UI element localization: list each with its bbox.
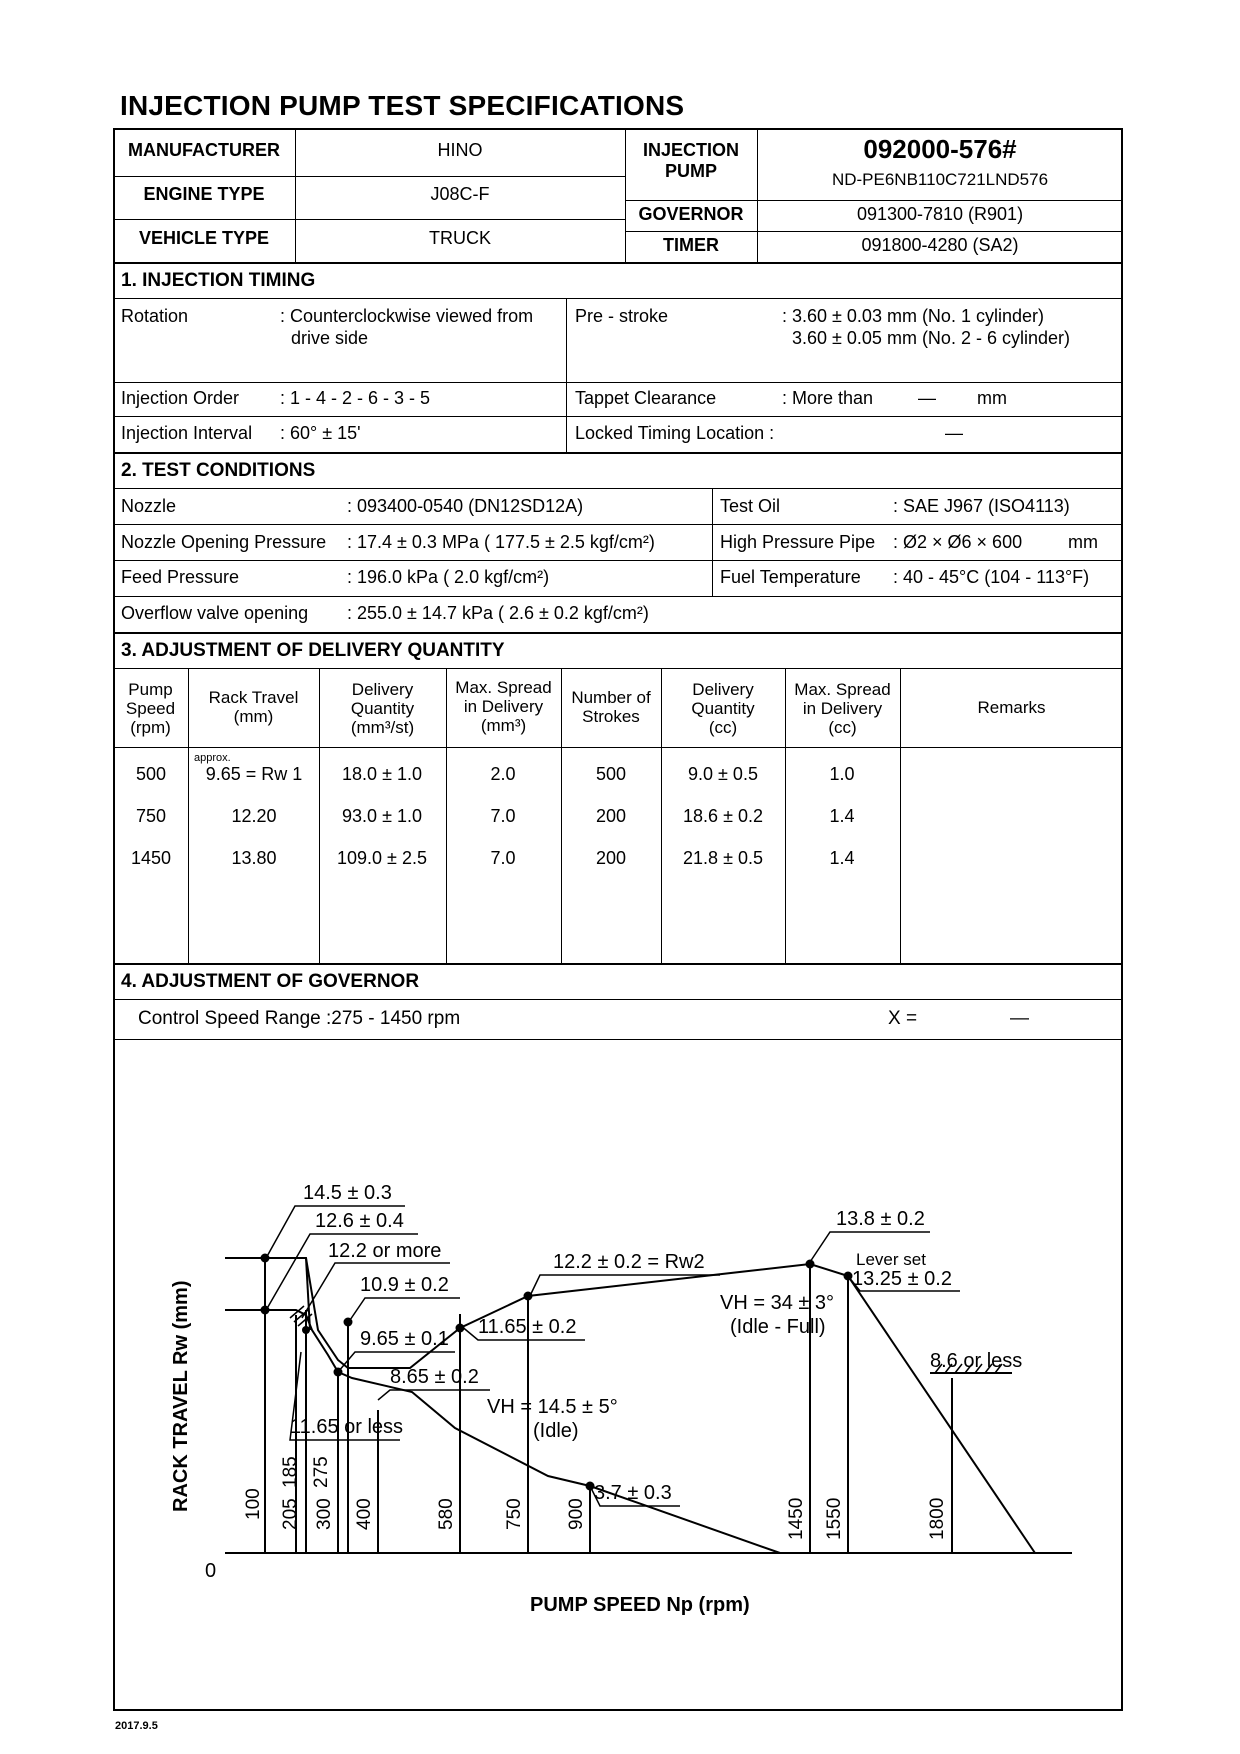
injection-order-value: : 1 - 4 - 2 - 6 - 3 - 5 <box>280 388 431 408</box>
tappet-clearance-label: Tappet Clearance <box>575 388 717 408</box>
rotation-value: : Counterclockwise viewed from <box>280 306 534 326</box>
annotation: (Idle - Full) <box>730 1316 826 1338</box>
overflow-valve-value: : 255.0 ± 14.7 kPa ( 2.6 ± 0.2 kgf/cm²) <box>347 603 649 623</box>
fuel-temperature-label: Fuel Temperature <box>720 567 861 587</box>
table-cell: 200 <box>595 806 627 826</box>
test-oil-label: Test Oil <box>720 496 781 516</box>
approx-note: approx. <box>194 752 231 764</box>
timer-value: 091800-4280 (SA2) <box>861 235 1019 255</box>
annotation: 13.25 ± 0.2 <box>852 1268 952 1290</box>
tick-label: 900 <box>566 1498 587 1530</box>
tick-label: 100 <box>243 1488 264 1520</box>
table-cell: 93.0 ± 1.0 <box>342 806 422 826</box>
y-axis-label: RACK TRAVEL Rw (mm) <box>170 1280 192 1512</box>
manufacturer-label: MANUFACTURER <box>128 140 280 160</box>
injection-interval-value: : 60° ± 15' <box>280 423 361 443</box>
table-cell: 21.8 ± 0.5 <box>683 848 763 868</box>
overflow-valve-label: Overflow valve opening <box>121 603 309 623</box>
table-cell: 109.0 ± 2.5 <box>337 848 427 868</box>
tick-label: 1450 <box>786 1497 807 1540</box>
tick-label: 750 <box>504 1498 525 1530</box>
annotation: (Idle) <box>533 1420 579 1442</box>
x-value: — <box>1010 1008 1029 1029</box>
annotation: 3.7 ± 0.3 <box>594 1482 672 1504</box>
tappet-clearance-dash: — <box>918 388 936 408</box>
fuel-temperature-value: : 40 - 45°C (104 - 113°F) <box>893 567 1090 587</box>
feed-pressure-value: : 196.0 kPa ( 2.0 kgf/cm²) <box>347 567 550 587</box>
table-cell: 1.4 <box>829 848 855 868</box>
table-cell: 9.0 ± 0.5 <box>688 764 758 784</box>
tick-label: 185 <box>280 1456 301 1488</box>
section-injection-timing-title: 1. INJECTION TIMING <box>121 270 316 291</box>
locked-timing-value: — <box>945 423 963 443</box>
annotation: 11.65 or less <box>290 1416 404 1438</box>
annotation: 8.65 ± 0.2 <box>390 1366 479 1388</box>
high-pressure-pipe-unit: mm <box>1068 532 1098 552</box>
section-governor-title: 4. ADJUSTMENT OF GOVERNOR <box>121 971 420 992</box>
high-pressure-pipe-value: : Ø2 × Ø6 × 600 <box>893 532 1023 552</box>
control-speed-range: Control Speed Range :275 - 1450 rpm <box>138 1008 461 1029</box>
annotation: VH = 34 ± 3° <box>720 1292 835 1314</box>
nozzle-label: Nozzle <box>121 496 177 516</box>
th-number-of-strokes: Number of Strokes <box>571 688 651 726</box>
annotation: 12.2 ± 0.2 = Rw2 <box>553 1251 705 1273</box>
table-cell: 1450 <box>130 848 172 868</box>
governor-label: GOVERNOR <box>638 204 744 224</box>
x-axis-label: PUMP SPEED Np (rpm) <box>530 1594 750 1616</box>
section-test-conditions-title: 2. TEST CONDITIONS <box>121 460 316 481</box>
annotation: VH = 14.5 ± 5° <box>487 1396 618 1418</box>
rotation-value-2: drive side <box>291 328 369 348</box>
timer-label: TIMER <box>663 235 719 255</box>
feed-pressure-label: Feed Pressure <box>121 567 240 587</box>
origin-label: 0 <box>205 1560 217 1582</box>
annotation: 12.6 ± 0.4 <box>315 1210 404 1232</box>
page-title: INJECTION PUMP TEST SPECIFICATIONS <box>120 90 685 121</box>
x-label: X = <box>888 1008 918 1029</box>
tick-label: 1800 <box>927 1497 948 1540</box>
spec-sheet-frame <box>113 128 1123 1711</box>
governor-value: 091300-7810 (R901) <box>856 204 1024 224</box>
injection-interval-label: Injection Interval <box>121 423 253 443</box>
rotation-label: Rotation <box>121 306 189 326</box>
table-cell: 200 <box>595 848 627 868</box>
injection-pump-label-line1: INJECTION <box>642 140 739 160</box>
th-remarks: Remarks <box>977 698 1046 717</box>
prestroke-value-1: : 3.60 ± 0.03 mm (No. 1 cylinder) <box>782 306 1044 326</box>
annotation: 13.8 ± 0.2 <box>836 1208 925 1230</box>
nozzle-opening-pressure-value: : 17.4 ± 0.3 MPa ( 177.5 ± 2.5 kgf/cm²) <box>347 532 655 552</box>
injection-order-label: Injection Order <box>121 388 240 408</box>
th-max-spread-mm3: Max. Spread in Delivery (mm³) <box>455 678 552 735</box>
annotation: 8.6 or less <box>930 1350 1023 1372</box>
th-max-spread-cc: Max. Spread in Delivery (cc) <box>794 680 891 737</box>
tick-label: 275 <box>311 1456 332 1488</box>
table-cell: 7.0 <box>490 806 516 826</box>
table-cell: 1.0 <box>829 764 855 784</box>
th-delivery-quantity-cc: Delivery Quantity (cc) <box>691 680 755 737</box>
injection-pump-label <box>625 140 757 182</box>
pump-number: 092000-576# <box>863 134 1017 164</box>
prestroke-value-2: 3.60 ± 0.05 mm (No. 2 - 6 cylinder) <box>792 328 1070 348</box>
tick-label: 205 <box>280 1498 301 1530</box>
engine-type-label: ENGINE TYPE <box>143 184 265 204</box>
th-pump-speed: Pump Speed (rpm) <box>125 680 176 737</box>
table-cell: 750 <box>135 806 167 826</box>
tick-label: 580 <box>436 1498 457 1530</box>
table-cell: 7.0 <box>490 848 516 868</box>
annotation: 12.2 or more <box>328 1240 442 1262</box>
high-pressure-pipe-label: High Pressure Pipe <box>720 532 876 552</box>
tappet-clearance-unit: mm <box>977 388 1007 408</box>
injection-pump-label-line2: PUMP <box>664 161 717 181</box>
prestroke-label: Pre - stroke <box>575 306 669 326</box>
table-cell: 1.4 <box>829 806 855 826</box>
annotation: 9.65 ± 0.1 <box>360 1328 449 1350</box>
table-cell: 9.65 = Rw 1 <box>205 764 303 784</box>
tick-label: 300 <box>314 1498 335 1530</box>
footer-date: 2017.9.5 <box>115 1720 158 1732</box>
tappet-clearance-value: : More than <box>782 388 874 408</box>
table-cell: 13.80 <box>231 848 277 868</box>
annotation: 11.65 ± 0.2 <box>478 1316 577 1338</box>
nozzle-opening-pressure-label: Nozzle Opening Pressure <box>121 532 327 552</box>
manufacturer-value: HINO <box>437 140 483 160</box>
annotation: Lever set <box>856 1250 926 1269</box>
annotation: 10.9 ± 0.2 <box>360 1274 449 1296</box>
table-cell: 18.6 ± 0.2 <box>683 806 763 826</box>
pump-model: ND-PE6NB110C721LND576 <box>831 170 1049 189</box>
annotation: 14.5 ± 0.3 <box>303 1182 392 1204</box>
tick-label: 400 <box>354 1498 375 1530</box>
locked-timing-label: Locked Timing Location : <box>575 423 775 443</box>
table-cell: 12.20 <box>231 806 277 826</box>
table-cell: 500 <box>135 764 167 784</box>
tick-label: 1550 <box>824 1497 845 1540</box>
nozzle-value: : 093400-0540 (DN12SD12A) <box>347 496 584 516</box>
vehicle-type-label: VEHICLE TYPE <box>138 228 270 248</box>
table-cell: 500 <box>595 764 627 784</box>
vehicle-type-value: TRUCK <box>429 228 491 248</box>
table-cell: 18.0 ± 1.0 <box>342 764 422 784</box>
th-rack-travel: Rack Travel (mm) <box>208 688 299 726</box>
test-oil-value: : SAE J967 (ISO4113) <box>893 496 1070 516</box>
table-cell: 2.0 <box>490 764 516 784</box>
engine-type-value: J08C-F <box>430 184 490 204</box>
th-delivery-quantity-mm3: Delivery Quantity (mm³/st) <box>350 680 415 737</box>
section-delivery-quantity-title: 3. ADJUSTMENT OF DELIVERY QUANTITY <box>121 640 505 661</box>
